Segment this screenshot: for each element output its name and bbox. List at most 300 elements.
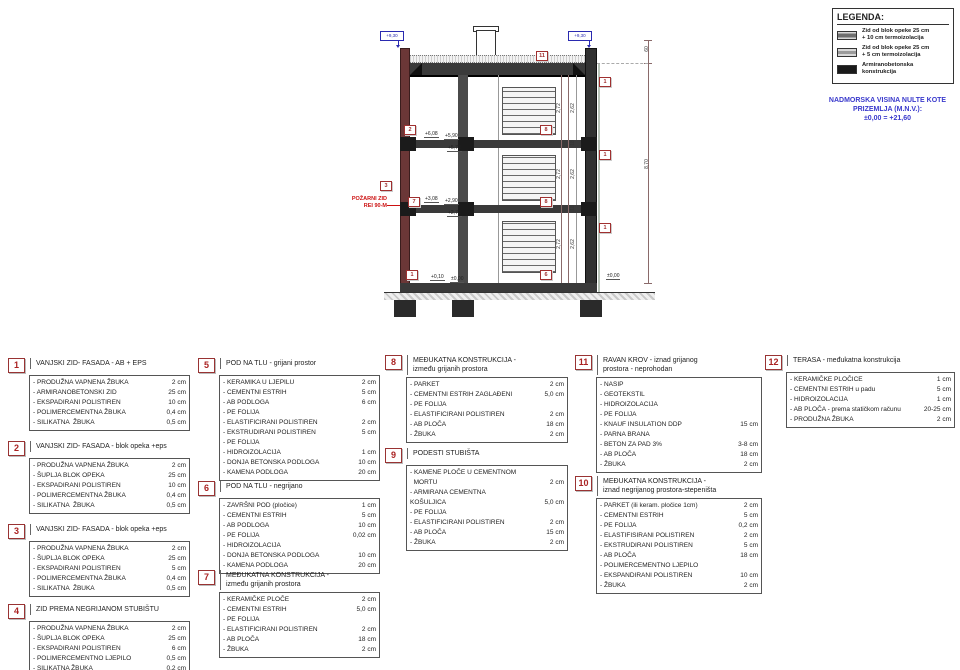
- spec-layer-row: [223, 468, 376, 478]
- legend-label-line2: konstrukcija: [862, 69, 897, 75]
- spec-title-line1: TERASA - međukatna konstrukcija: [793, 357, 901, 364]
- layer-name: - DONJA BETONSKA PODLOGA: [223, 459, 320, 466]
- layer-name: - EKSPADIRANI POLISTIREN: [33, 399, 121, 406]
- legend-item: [837, 62, 949, 76]
- stair-flight-ground: [502, 221, 556, 273]
- spec-title: [30, 441, 167, 452]
- spec-layer-table: [406, 465, 568, 551]
- layer-thickness: 2 cm: [171, 625, 186, 632]
- layer-name: - CEMENTNI ESTRIH u padu: [790, 386, 876, 393]
- footing-middle: [452, 300, 474, 317]
- spec-layer-row: [600, 420, 758, 430]
- layer-name: - PE FOLIJA: [223, 409, 260, 416]
- layer-thickness: 1 cm: [361, 449, 376, 456]
- assembly-marker-1: 1: [406, 270, 418, 280]
- wall-insulation-finish: [598, 63, 600, 300]
- layer-thickness: [560, 508, 564, 518]
- layer-thickness: 0,5 cm: [166, 502, 186, 509]
- dimension-value: 8,70: [644, 159, 650, 169]
- layer-name: - ŽBUKA: [600, 461, 626, 468]
- spec-layer-row: [600, 531, 758, 541]
- spec-title-line2: između grijanih prostora: [226, 581, 301, 588]
- layer-name: - KAMENE PLOČE U CEMENTNOM: [410, 469, 517, 476]
- layer-name: - ARMIRANOBETONSKI ZID: [33, 389, 117, 396]
- spec-title: [30, 524, 167, 535]
- layer-name: - PE FOLIJA: [600, 411, 637, 418]
- layer-thickness: 18 cm: [546, 421, 564, 428]
- interior-wall: [458, 75, 468, 283]
- spec-layer-row: [223, 645, 376, 655]
- spec-card-3: [8, 524, 190, 597]
- spec-layer-row: [223, 438, 376, 448]
- layer-name: - DONJA BETONSKA PODLOGA: [223, 552, 320, 559]
- spec-layer-row: [33, 398, 186, 408]
- spec-layer-row: [33, 584, 186, 594]
- spec-title-line1: MEĐUKATNA KONSTRUKCIJA -: [413, 357, 516, 364]
- spec-layer-table: [29, 458, 190, 514]
- spec-number: 2: [8, 441, 25, 456]
- legend-item-label: [862, 62, 913, 76]
- spec-layer-table: [596, 498, 762, 594]
- layer-thickness: 0,4 cm: [166, 575, 186, 582]
- block-10-swatch-icon: [837, 31, 857, 40]
- spec-number: 12: [765, 355, 782, 370]
- layer-name: - ELASTIFICIRANI POLISTIREN: [410, 411, 505, 418]
- spec-title-line2: iznad negrijanog prostora-stepeništa: [603, 487, 717, 494]
- spec-title: [220, 570, 329, 590]
- terrain-hatch: [384, 292, 655, 300]
- layer-thickness: 10 cm: [740, 572, 758, 579]
- layer-thickness: 18 cm: [358, 636, 376, 643]
- layer-name: - AB PLOČA: [410, 529, 447, 536]
- layer-thickness: 2 cm: [361, 626, 376, 633]
- layer-name: - EKSPADIRANI POLISTIREN: [33, 565, 121, 572]
- spec-layer-row: [223, 501, 376, 511]
- spec-header: [385, 355, 568, 375]
- layer-thickness: [372, 438, 376, 448]
- roof-corner-right: [573, 63, 585, 75]
- layer-name: - PRODUŽNA VAPNENA ŽBUKA: [33, 379, 129, 386]
- layer-name: - POLIMERCEMENTNO LJEPILO: [600, 562, 699, 569]
- layer-thickness: 5 cm: [361, 429, 376, 436]
- spec-layer-row: [33, 491, 186, 501]
- spec-layer-row: [410, 430, 564, 440]
- assembly-marker-1: 1: [599, 77, 611, 87]
- spec-layer-row: [410, 380, 564, 390]
- layer-thickness: 2 cm: [743, 582, 758, 589]
- spec-layer-row: [33, 634, 186, 644]
- spec-title-line1: MEĐUKATNA KONSTRUKCIJA -: [603, 478, 706, 485]
- exterior-wall-right: [585, 48, 597, 300]
- spec-layer-row: [33, 408, 186, 418]
- layer-name: - EKSPADIRANI POLISTIREN: [33, 645, 121, 652]
- spec-layer-row: [33, 471, 186, 481]
- layer-thickness: 25 cm: [168, 635, 186, 642]
- spec-layer-row: [410, 488, 564, 498]
- layer-thickness: [754, 410, 758, 420]
- layer-thickness: 20-25 cm: [923, 406, 951, 413]
- spec-layer-table: [29, 621, 190, 670]
- layer-thickness: 25 cm: [168, 472, 186, 479]
- spec-layer-row: [33, 664, 186, 670]
- spec-layer-row: [600, 460, 758, 470]
- spec-layer-row: [223, 511, 376, 521]
- layer-name: - ŠUPLJA BLOK OPEKA: [33, 555, 105, 562]
- layer-thickness: 10 cm: [168, 399, 186, 406]
- spec-title-line1: VANJSKI ZID- FASADA - blok opeka +eps: [36, 443, 167, 450]
- layer-name: - PRODUŽNA VAPNENA ŽBUKA: [33, 625, 129, 632]
- spec-card-7: [198, 570, 380, 658]
- spec-layer-row: [600, 380, 758, 390]
- layer-name: - ELASTIFICIRANI POLISTIREN: [223, 626, 318, 633]
- spec-layer-table: [29, 541, 190, 597]
- spec-card-8: [385, 355, 568, 443]
- spec-layer-row: [33, 544, 186, 554]
- spec-card-6: [198, 481, 380, 574]
- spec-layer-row: [33, 388, 186, 398]
- layer-name: - CEMENTNI ESTRIH: [223, 389, 287, 396]
- spec-layer-table: [219, 498, 380, 574]
- layer-thickness: [754, 561, 758, 571]
- assembly-marker-1: 1: [599, 150, 611, 160]
- layer-name: - NASIP: [600, 381, 624, 388]
- spec-number: 1: [8, 358, 25, 373]
- layer-name: - ZAVRŠNI POD (pločice): [223, 502, 297, 509]
- layer-name: - ŽBUKA: [410, 431, 436, 438]
- layer-name: KOŠULJICA: [410, 499, 447, 506]
- layer-thickness: 0,2 cm: [738, 522, 758, 529]
- layer-thickness: 2 cm: [549, 411, 564, 418]
- elevation-label: +3,08: [425, 196, 438, 202]
- spec-layer-row: [790, 385, 951, 395]
- legend-label-line1: Armiranobetonska: [862, 62, 914, 68]
- layer-name: - AB PLOČA: [223, 636, 260, 643]
- spec-title: [407, 448, 479, 459]
- layer-name: - KNAUF INSULATION DDP: [600, 421, 682, 428]
- layer-name: - EKSTRUDIRANI POLISTIREN: [223, 429, 316, 436]
- spec-header: [8, 441, 190, 456]
- layer-thickness: 0,5 cm: [166, 585, 186, 592]
- spec-layer-row: [33, 481, 186, 491]
- fire-wall-left: [400, 48, 410, 300]
- layer-thickness: 2 cm: [361, 419, 376, 426]
- layer-thickness: [372, 408, 376, 418]
- layer-name: - CEMENTNI ESTRIH: [223, 606, 287, 613]
- spec-number: 6: [198, 481, 215, 496]
- layer-name: - ŽBUKA: [410, 539, 436, 546]
- floor-slab-1: [410, 205, 585, 213]
- spec-header: [8, 524, 190, 539]
- layer-thickness: 1 cm: [936, 376, 951, 383]
- layer-name: - PRODUŽNA ŽBUKA: [790, 416, 854, 423]
- layer-name: - SILIKATNA ŽBUKA: [33, 665, 93, 670]
- spec-layer-row: [600, 440, 758, 450]
- layer-thickness: 5 cm: [743, 542, 758, 549]
- block-5-swatch-icon: [837, 48, 857, 57]
- layer-thickness: 2 cm: [171, 545, 186, 552]
- spec-layer-row: [223, 521, 376, 531]
- spec-layer-table: [786, 372, 955, 428]
- assembly-marker-7: 7: [408, 197, 420, 207]
- spec-layer-row: [410, 420, 564, 430]
- spec-title-line1: POD NA TLU - grijani prostor: [226, 360, 317, 367]
- layer-name: - PARNA BRANA: [600, 431, 650, 438]
- spec-layer-row: [410, 498, 564, 508]
- spec-card-9: [385, 448, 568, 551]
- layer-name: - PE FOLIJA: [223, 532, 260, 539]
- dimension-value: 2,72: [556, 103, 562, 113]
- spec-header: [575, 476, 762, 496]
- spec-layer-row: [223, 388, 376, 398]
- spec-title-line1: RAVAN KROV - iznad grijanog: [603, 357, 698, 364]
- layer-thickness: 5 cm: [936, 386, 951, 393]
- tag-arrow: [396, 45, 400, 50]
- layer-thickness: 2 cm: [171, 379, 186, 386]
- dimension-value: 2,62: [570, 103, 576, 113]
- elevation-label: +2,90: [445, 198, 458, 204]
- spec-layer-row: [600, 400, 758, 410]
- legend-items: [837, 28, 949, 76]
- layer-name: - CEMENTNI ESTRIH: [600, 512, 664, 519]
- layer-thickness: [372, 615, 376, 625]
- dimension-chain-outer: [568, 75, 569, 283]
- spec-layer-row: [600, 521, 758, 531]
- spec-title-line2: prostora - neprohodan: [603, 366, 673, 373]
- legend-item: [837, 45, 949, 59]
- assembly-marker-3: 3: [380, 181, 392, 191]
- layer-name: - AB PLOČA: [600, 451, 637, 458]
- layer-thickness: 6 cm: [361, 399, 376, 406]
- spec-layer-row: [223, 458, 376, 468]
- layer-name: - SILIKATNA ŽBUKA: [33, 419, 95, 426]
- stair-shaft-wall-right: [576, 75, 577, 283]
- layer-thickness: 2 cm: [361, 379, 376, 386]
- spec-layer-row: [33, 554, 186, 564]
- layer-name: - CEMENTNI ESTRIH: [223, 512, 287, 519]
- layer-name: - AB PODLOGA: [223, 522, 270, 529]
- spec-layer-row: [410, 538, 564, 548]
- layer-name: - EKSTRUDIRANI POLISTIREN: [600, 542, 693, 549]
- spec-number: 5: [198, 358, 215, 373]
- spec-layer-row: [410, 528, 564, 538]
- layer-name: - POLIMERCEMENTNO LJEPILO: [33, 655, 132, 662]
- layer-name: - EKSPADIRANI POLISTIREN: [33, 482, 121, 489]
- fire-wall-leader-line: [387, 205, 400, 206]
- fire-wall-label: POŽARNI ZID REI 90-M: [351, 196, 387, 209]
- layer-thickness: 10 cm: [358, 522, 376, 529]
- spec-layer-row: [790, 405, 951, 415]
- assembly-marker-8: 8: [540, 197, 552, 207]
- ground-slab: [400, 283, 597, 292]
- layer-name: - AB PLOČA - prema statičkom računu: [790, 406, 901, 413]
- spec-title: [220, 358, 316, 369]
- spec-layer-row: [223, 531, 376, 541]
- layer-name: - PRODUŽNA VAPNENA ŽBUKA: [33, 545, 129, 552]
- elevation-label: +2,72: [448, 210, 461, 216]
- spec-layer-row: [790, 375, 951, 385]
- spec-title-line1: VANJSKI ZID- FASADA - AB + EPS: [36, 360, 147, 367]
- spec-card-12: [765, 355, 955, 428]
- spec-layer-row: [33, 461, 186, 471]
- spec-number: 3: [8, 524, 25, 539]
- spec-number: 11: [575, 355, 592, 370]
- layer-thickness: 10 cm: [358, 459, 376, 466]
- spec-layer-row: [410, 400, 564, 410]
- assembly-marker-2: 2: [404, 125, 416, 135]
- roof-level-reference-line: [597, 63, 648, 64]
- layer-name: - HIDROIZOLACIJA: [223, 449, 281, 456]
- layer-name: - HIDROIZOLACIJA: [790, 396, 848, 403]
- layer-name: - AB PLOČA: [600, 552, 637, 559]
- dimension-value: 2,72: [556, 169, 562, 179]
- spec-layer-table: [29, 375, 190, 431]
- roof-corner-left: [410, 63, 422, 75]
- layer-name: - ELASTIFISIRANI POLISTIREN: [600, 532, 695, 539]
- spec-layer-row: [600, 571, 758, 581]
- layer-name: - EKSPANDIRANI POLISTIREN: [600, 572, 693, 579]
- layer-thickness: 0,5 cm: [166, 419, 186, 426]
- layer-thickness: [372, 541, 376, 551]
- layer-thickness: 25 cm: [168, 555, 186, 562]
- layer-thickness: 2 cm: [743, 502, 758, 509]
- layer-name: - AB PLOČA: [410, 421, 447, 428]
- spec-title: [30, 604, 159, 615]
- layer-thickness: 2 cm: [549, 539, 564, 546]
- layer-thickness: [560, 468, 564, 478]
- layer-name: - POLIMERCEMENTNA ŽBUKA: [33, 492, 126, 499]
- spec-layer-row: [790, 395, 951, 405]
- legend-label-line1: Zid od blok opeke 25 cm: [862, 28, 930, 34]
- layer-name: - KERAMIKA U LJEPILU: [223, 379, 295, 386]
- building-cross-section: [340, 15, 662, 337]
- beam: [581, 137, 597, 151]
- datum-note-line2: PRIZEMLJA (M.N.V.):: [852, 106, 923, 113]
- assembly-marker-1: 1: [599, 223, 611, 233]
- spec-layer-table: [219, 592, 380, 658]
- layer-name: - KERAMIČKE PLOČE: [223, 596, 290, 603]
- spec-layer-row: [223, 605, 376, 615]
- spec-title-line1: VANJSKI ZID- FASADA - blok opeka +eps: [36, 526, 167, 533]
- spec-layer-row: [600, 561, 758, 571]
- spec-title: [597, 355, 698, 375]
- layer-thickness: 2 cm: [361, 646, 376, 653]
- layer-name: - ARMIRANA CEMENTNA: [410, 489, 486, 496]
- elevation-label: +0,10: [431, 274, 444, 280]
- spec-layer-row: [223, 378, 376, 388]
- dimension-value: 2,62: [570, 239, 576, 249]
- layer-thickness: 2 cm: [743, 532, 758, 539]
- spec-layer-row: [33, 564, 186, 574]
- datum-note: [815, 96, 960, 123]
- spec-layer-row: [223, 551, 376, 561]
- layer-thickness: 15 cm: [740, 421, 758, 428]
- elevation-label: +5,72: [448, 145, 461, 151]
- spec-layer-row: [410, 410, 564, 420]
- spec-layer-row: [33, 574, 186, 584]
- spec-header: [8, 604, 190, 619]
- layer-thickness: 2 cm: [936, 416, 951, 423]
- spec-layer-row: [223, 428, 376, 438]
- spec-card-1: [8, 358, 190, 431]
- layer-thickness: 1 cm: [936, 396, 951, 403]
- layer-thickness: 2 cm: [743, 461, 758, 468]
- spec-layer-table: [406, 377, 568, 443]
- layer-name: - CEMENTNI ESTRIH ZAGLAĐENI: [410, 391, 513, 398]
- elevation-label: ±0,00: [607, 273, 620, 279]
- concrete-swatch-icon: [837, 65, 857, 74]
- beam: [581, 202, 597, 216]
- spec-layer-row: [223, 595, 376, 605]
- layer-thickness: 20 cm: [358, 562, 376, 569]
- spec-card-2: [8, 441, 190, 514]
- spec-layer-row: [410, 390, 564, 400]
- spec-layer-table: [219, 375, 380, 481]
- tag-arrow: [587, 45, 591, 50]
- spec-title-line1: PODESTI STUBIŠTA: [413, 450, 480, 457]
- layer-name: - KAMENA PODLOGA: [223, 469, 289, 476]
- spec-header: [8, 358, 190, 373]
- spec-title: [597, 476, 716, 496]
- spec-layer-row: [600, 541, 758, 551]
- spec-title: [787, 355, 900, 366]
- spec-number: 9: [385, 448, 402, 463]
- floor-slab-2: [410, 140, 585, 148]
- spec-header: [575, 355, 762, 375]
- layer-name: - ELASTIFICIRANI POLISTIREN: [223, 419, 318, 426]
- layer-thickness: 10 cm: [358, 552, 376, 559]
- assembly-marker-8: 8: [540, 125, 552, 135]
- datum-note-line1: NADMORSKA VISINA NULTE KOTE: [828, 97, 947, 104]
- spec-layer-row: [410, 478, 564, 488]
- roof-gravel-layer: [400, 55, 597, 63]
- layer-name: - PARKET (ili keram. pločice 1cm): [600, 502, 698, 509]
- spec-layer-row: [790, 415, 951, 425]
- layer-name: - PRODUŽNA VAPNENA ŽBUKA: [33, 462, 129, 469]
- layer-thickness: [560, 400, 564, 410]
- spec-layer-row: [223, 625, 376, 635]
- spec-layer-row: [600, 551, 758, 561]
- layer-name: - HIDROIZOLACIJA: [223, 542, 281, 549]
- dimension-value: 60: [644, 46, 650, 52]
- spec-layer-row: [223, 635, 376, 645]
- layer-thickness: 15 cm: [546, 529, 564, 536]
- spec-layer-row: [223, 615, 376, 625]
- spec-card-11: [575, 355, 762, 473]
- layer-thickness: 0,4 cm: [166, 492, 186, 499]
- spec-layer-row: [223, 398, 376, 408]
- spec-layer-row: [33, 644, 186, 654]
- layer-thickness: 2 cm: [549, 479, 564, 486]
- spec-layer-row: [33, 418, 186, 428]
- parapet-elevation-tag-right: +9,30: [568, 31, 592, 41]
- layer-name: - BETON ZA PAD 3%: [600, 441, 662, 448]
- legend-item-label: [862, 45, 929, 59]
- layer-thickness: 5 cm: [171, 565, 186, 572]
- layer-thickness: 2 cm: [549, 381, 564, 388]
- layer-thickness: 2 cm: [549, 431, 564, 438]
- layer-thickness: [754, 400, 758, 410]
- layer-name: - KAMENA PODLOGA: [223, 562, 289, 569]
- layer-name: MORTU: [410, 479, 438, 486]
- spec-layer-row: [223, 408, 376, 418]
- spec-title-line2: između grijanih prostora: [413, 366, 488, 373]
- layer-thickness: 5,0 cm: [356, 606, 376, 613]
- spec-card-5: [198, 358, 380, 481]
- spec-layer-row: [600, 501, 758, 511]
- spec-layer-row: [600, 390, 758, 400]
- spec-layer-row: [33, 378, 186, 388]
- spec-header: [765, 355, 955, 370]
